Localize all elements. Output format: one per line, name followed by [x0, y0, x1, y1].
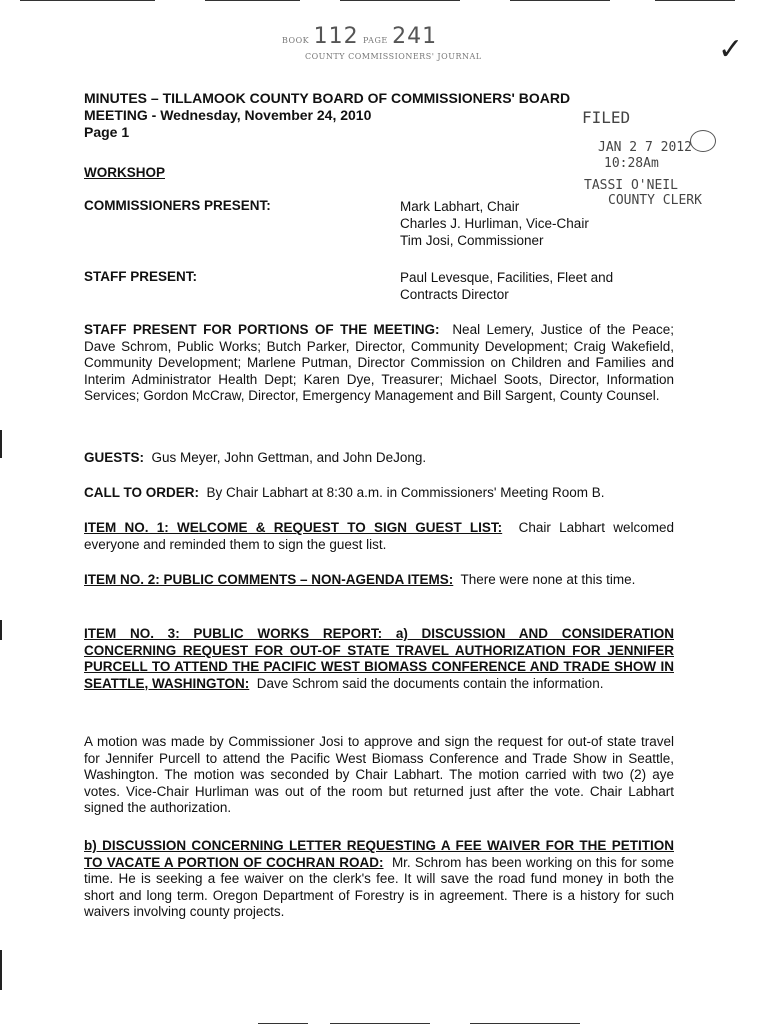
staff-name: Contracts Director [400, 287, 509, 302]
commissioners-label: COMMISSIONERS PRESENT: [84, 198, 271, 213]
filed-date: JAN 2 7 2012 [598, 140, 692, 155]
item1-paragraph [84, 520, 674, 553]
workshop-heading: WORKSHOP [84, 165, 165, 180]
item3-text: Dave Schrom said the documents contain the information. [256, 675, 604, 691]
item1-text: Chair Labhart welcomed everyone and reminded them to sign the guest list. [84, 520, 674, 552]
item3-paragraph [84, 626, 674, 692]
guests-paragraph [84, 450, 674, 467]
page-number: 241 [392, 24, 438, 49]
scan-margin-mark [0, 430, 2, 458]
clerk-title: COUNTY CLERK [608, 193, 702, 208]
item2-text: There were none at this time. [460, 572, 636, 587]
scan-line [655, 0, 735, 1]
minutes-title-line2: MEETING - Wednesday, November 24, 2010 [84, 107, 372, 123]
item2-label: ITEM NO. 2: PUBLIC COMMENTS – NON-AGENDA ITEMS: [84, 572, 454, 587]
staff-name: Paul Levesque, Facilities, Fleet and [400, 270, 614, 285]
call-to-order-text: By Chair Labhart at 8:30 a.m. in Commissioners' Meeting Room B. [206, 485, 605, 500]
scan-line [20, 0, 155, 1]
staff-portions-label: STAFF PRESENT FOR PORTIONS OF THE MEETING: [84, 322, 440, 337]
item3-motion-text: A motion was made by Commissioner Josi to approve and sign the request for out-of state travel for Jennifer Purcell to attend the Pacific West Biomass Conference and Trade Show in Seattle, Washington. The motion was seconded by Chair Labhart. The motion carried with two (2) aye votes. Vice-Chair Hurliman was out of the room but returned just after the vote. Chair Labhart signed the authorization. [84, 734, 674, 815]
clerk-name: TASSI O'NEIL [584, 178, 678, 193]
book-label: BOOK [282, 36, 310, 45]
item3-motion-paragraph [84, 734, 674, 817]
book-page-stamp [282, 24, 437, 49]
initials-mark [690, 130, 716, 152]
scan-line [205, 0, 300, 1]
guests-label: GUESTS: [84, 450, 145, 465]
call-to-order-paragraph [84, 485, 674, 502]
staff-label: STAFF PRESENT: [84, 269, 198, 284]
scan-margin-mark [0, 620, 2, 640]
item3b-paragraph [84, 838, 674, 921]
item3-label: ITEM NO. 3: PUBLIC WORKS REPORT: a) DISCUSSION AND CONSIDERATION CONCERNING REQUEST FOR OUT-OF STATE TRAVEL AUTHORIZATION FOR JENNIFER PURCELL TO ATTEND THE PACIFIC WEST BIOMASS CONFERENCE AND TRADE SHOW IN SEATTLE, WASHINGTON: [84, 626, 674, 691]
book-number: 112 [313, 24, 359, 49]
minutes-title-line1: MINUTES – TILLAMOOK COUNTY BOARD OF COMMISSIONERS' BOARD [84, 90, 571, 106]
commissioners-list [400, 198, 589, 249]
staff-list [400, 269, 613, 303]
item3b-label: b) DISCUSSION CONCERNING LETTER REQUESTING A FEE WAIVER FOR THE PETITION TO VACATE A PORTION OF COCHRAN ROAD: [84, 838, 674, 870]
page-number-label: Page 1 [84, 124, 130, 140]
item1-label: ITEM NO. 1: WELCOME & REQUEST TO SIGN GUEST LIST: [84, 520, 503, 535]
commissioner-name: Mark Labhart, Chair [400, 199, 520, 214]
check-mark-icon: ✓ [718, 32, 744, 67]
filed-stamp-label: FILED [582, 108, 631, 127]
stamp-subtitle: COUNTY COMMISSIONERS' JOURNAL [305, 52, 482, 61]
commissioner-name: Charles J. Hurliman, Vice-Chair [400, 216, 589, 231]
scan-margin-mark [0, 950, 2, 990]
staff-portions-paragraph [84, 322, 674, 405]
item2-paragraph [84, 572, 674, 589]
call-to-order-label: CALL TO ORDER: [84, 485, 200, 500]
scan-line [340, 0, 460, 1]
guests-text: Gus Meyer, John Gettman, and John DeJong. [151, 450, 427, 465]
staff-portions-text: Neal Lemery, Justice of the Peace; Dave Schrom, Public Works; Butch Parker, Director, Community Development; Craig Wakefield, Community Development; Marlene Putman, Director Commission on Children and Families and Interim Administrator Health Dept; Karen Dye, Treasurer; Michael Soots, Director, Information Services; Gordon McCraw, Director, Emergency Management and Bill Sargent, County Counsel. [84, 322, 674, 403]
item3b-text: Mr. Schrom has been working on this for some time. He is seeking a fee waiver on the clerk's fee. It will save the road fund money in both the short and long term. Oregon Department of Forestry is in agreement. There is a history for such waivers involving county projects. [84, 854, 674, 919]
filed-time: 10:28Am [604, 156, 659, 171]
commissioner-name: Tim Josi, Commissioner [400, 233, 544, 248]
page-label: PAGE [363, 36, 388, 45]
scan-line [510, 0, 610, 1]
